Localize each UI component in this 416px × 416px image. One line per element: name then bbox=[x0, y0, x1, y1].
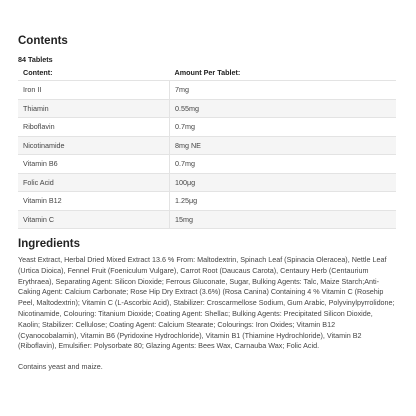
nutrient-name: Nicotinamide bbox=[18, 136, 170, 155]
table-row bbox=[18, 118, 396, 137]
ingredients-heading: Ingredients bbox=[18, 238, 80, 250]
nutrient-amount: 8mg NE bbox=[170, 136, 397, 155]
table-row bbox=[18, 99, 396, 118]
nutrient-amount: 100μg bbox=[170, 173, 397, 192]
nutrient-amount: 0.55mg bbox=[170, 99, 397, 118]
nutrient-name: Vitamin B6 bbox=[18, 155, 170, 174]
table-row bbox=[18, 81, 396, 100]
nutrient-name: Iron II bbox=[18, 81, 170, 100]
allergen-note: Contains yeast and maize. bbox=[18, 362, 103, 371]
nutrient-amount: 0.7mg bbox=[170, 118, 397, 137]
table-header-row bbox=[18, 64, 396, 81]
tablet-count: 84 Tablets bbox=[18, 55, 53, 64]
contents-table bbox=[18, 64, 396, 229]
nutrient-amount: 1.25μg bbox=[170, 192, 397, 211]
column-header-amount: Amount Per Tablet: bbox=[170, 64, 397, 81]
column-header-content: Content: bbox=[18, 64, 170, 81]
ingredients-text: Yeast Extract, Herbal Dried Mixed Extract 13.6 % From: Maltodextrin, Spinach Leaf (Spinacia Oleracea), Nettle Leaf (Urtica Dioica), Fennel Fruit (Foeniculum Vulgare), Carrot Root (Daucaus Carota), Centaury Herb (Centaurium Erythraea), Separating Agent: Silicon Dioxide; Ferrous Gluconate, Sugar, Bulking Agents: Talc, Maize Starch;Anti-Caking Agent: Calcium Carbonate; Rose Hip Dry Extract (3.6%) (Rosa Canina) Containing 4 % Vitamin C (Rosehip Peel, Maltodextrin); Vitamin C (L-Ascorbic Acid), Stabilizer: Croscarmellose Sodium, Gum Arabic, Polyvinylpyrrolidone; Nicotinamide, Colouring: Titanium Dioxide; Coating Agent: Shellac; Bulking Agents: Precipitated Silicon Dioxide, Kaolin; Stabilizer: Cellulose; Coating Agent: Calcium Stearate; Colourings: Iron Oxides; Vitamin B12 (Cyanocobalamin), Vitamin B6 (Pyridoxine Hydrochloride), Vitamin B1 (Thiamine Hydrochloride), Vitamin B2 (Riboflavin), Emulsifier: Polysorbate 80; Glazing Agents: Bees Wax, Carnauba Wax; Folic Acid. bbox=[18, 255, 395, 351]
nutrient-name: Folic Acid bbox=[18, 173, 170, 192]
contents-heading: Contents bbox=[18, 35, 68, 47]
table-row bbox=[18, 136, 396, 155]
nutrient-name: Vitamin B12 bbox=[18, 192, 170, 211]
table-row bbox=[18, 192, 396, 211]
nutrient-name: Thiamin bbox=[18, 99, 170, 118]
nutrient-amount: 0.7mg bbox=[170, 155, 397, 174]
table-row bbox=[18, 173, 396, 192]
nutrient-name: Vitamin C bbox=[18, 210, 170, 229]
nutrient-amount: 7mg bbox=[170, 81, 397, 100]
table-row bbox=[18, 210, 396, 229]
table-row bbox=[18, 155, 396, 174]
nutrient-amount: 15mg bbox=[170, 210, 397, 229]
nutrient-name: Riboflavin bbox=[18, 118, 170, 137]
